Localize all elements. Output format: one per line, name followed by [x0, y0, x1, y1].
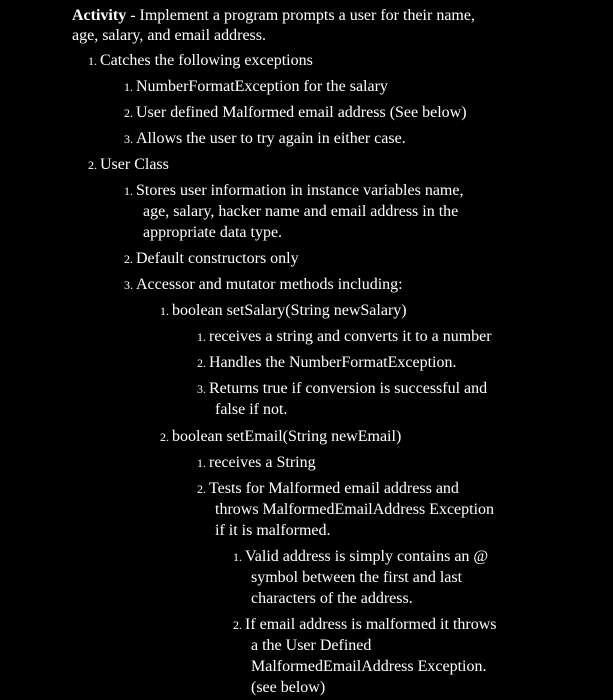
- list-item-stores-info-line3: appropriate data type.: [143, 224, 283, 241]
- list-item-tests-malformed-line2: throws MalformedEmailAddress Exception: [215, 501, 495, 518]
- list-item-handles-nfe: 2. Handles the NumberFormatException.: [197, 354, 457, 371]
- list-item-valid-address-line2: symbol between the first and last: [251, 569, 463, 586]
- list-item-try-again: 3. Allows the user to try again in either case.: [124, 130, 406, 147]
- list-item-catches: 1. Catches the following exceptions: [88, 52, 313, 69]
- list-item-throws-exception-line2: a the User Defined: [251, 637, 372, 654]
- list-item-stores-info: 1. Stores user information in instance variables name,: [124, 182, 464, 199]
- list-item-throws-exception: 2. If email address is malformed it throws: [233, 616, 497, 633]
- list-item-default-constructors: 2. Default constructors only: [124, 250, 299, 267]
- list-item-user-class: 2. User Class: [88, 156, 169, 173]
- list-item-accessors: 3. Accessor and mutator methods including:: [124, 276, 403, 293]
- list-item-valid-address: 1. Valid address is simply contains an @: [233, 548, 489, 565]
- list-item-throws-exception-line3: MalformedEmailAddress Exception.: [251, 658, 487, 675]
- list-item-malformed: 2. User defined Malformed email address (See below): [124, 104, 467, 121]
- list-item-numberformat: 1. NumberFormatException for the salary: [124, 78, 388, 95]
- list-item-valid-address-line3: characters of the address.: [251, 590, 413, 607]
- list-item-returns-true-line2: false if not.: [215, 401, 288, 418]
- list-item-receives-string: 1. receives a String: [197, 454, 316, 471]
- list-item-receives-string-number: 1. receives a string and converts it to a number: [197, 328, 492, 345]
- list-item-returns-true: 3. Returns true if conversion is successful and: [197, 380, 488, 397]
- activity-text-line2: age, salary, and email address.: [72, 27, 266, 44]
- list-item-tests-malformed: 2. Tests for Malformed email address and: [197, 480, 459, 497]
- list-item-tests-malformed-line3: if it is malformed.: [215, 522, 331, 539]
- list-item-set-email: 2. boolean setEmail(String newEmail): [160, 428, 402, 445]
- list-item-stores-info-line2: age, salary, hacker name and email address in the: [143, 203, 459, 220]
- list-item-set-salary: 1. boolean setSalary(String newSalary): [160, 302, 407, 319]
- activity-heading: [72, 6, 475, 26]
- list-item-throws-exception-line4: (see below): [251, 679, 326, 696]
- activity-text-line1: - Implement a program prompts a user for their name,: [126, 7, 475, 24]
- activity-label: Activity: [72, 7, 127, 24]
